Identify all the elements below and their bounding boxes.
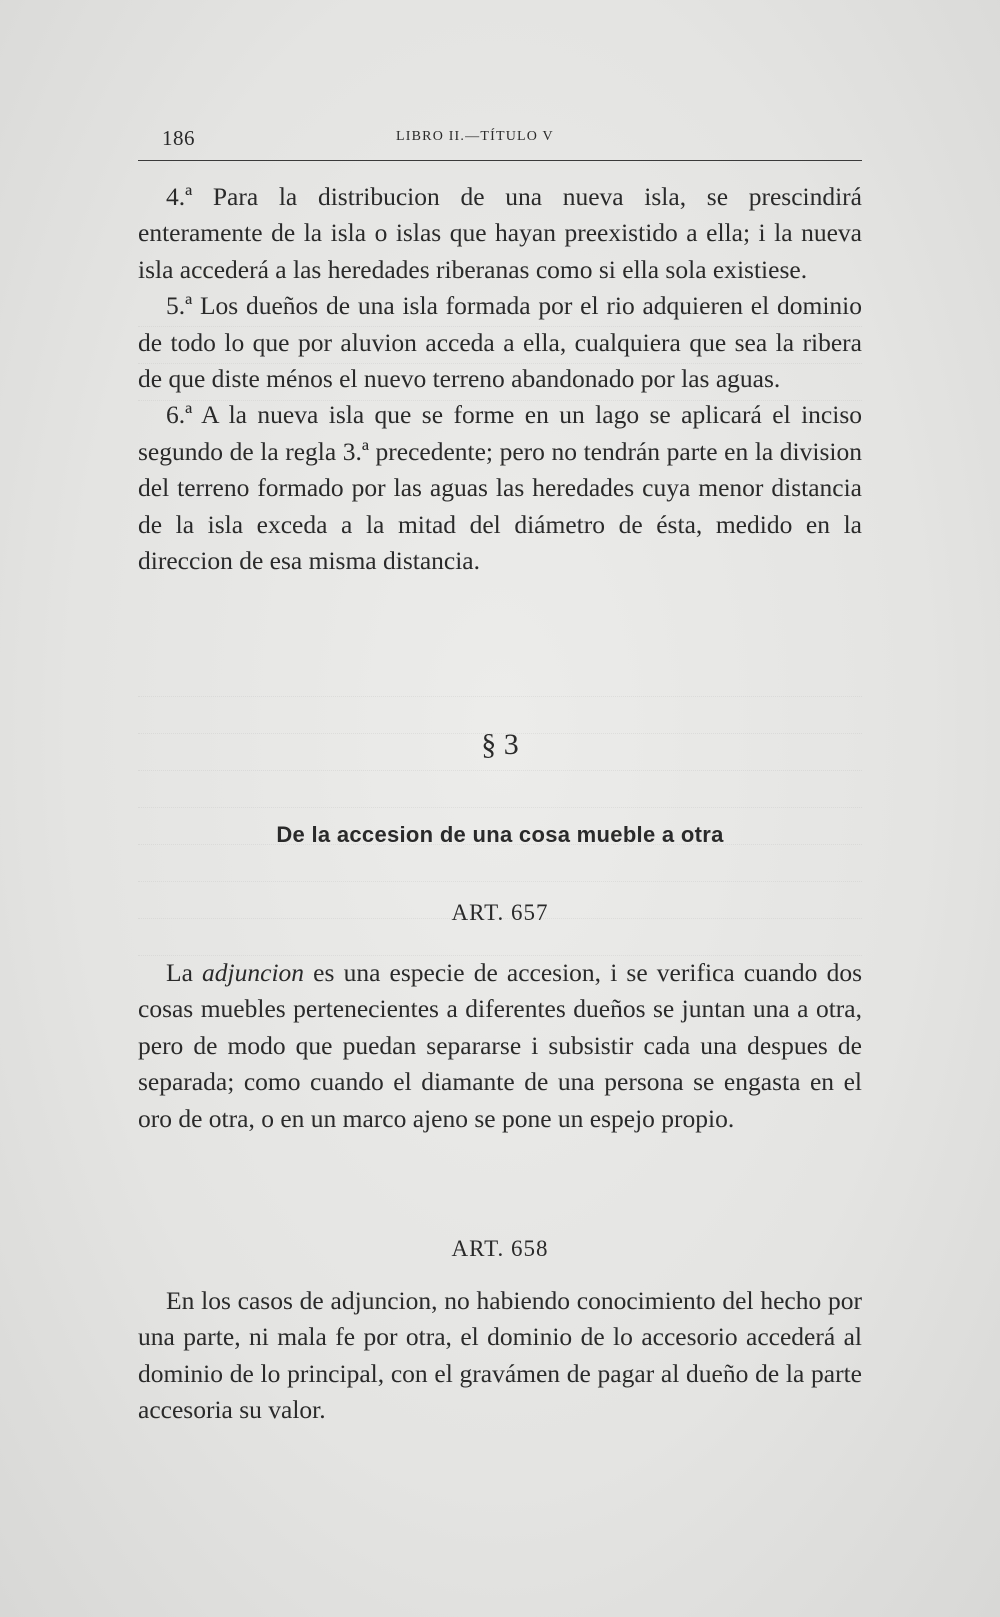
article-657-prefix: La [166,958,203,987]
section-mark: § 3 [481,728,519,761]
article-658-title: ART. 658 [451,1236,549,1261]
rule-paragraph-5: 5.ª Los dueños de una isla formada por el rio adquieren el dominio de todo lo que por aluvion acceda a ella, cualquiera que sea la ribera de que diste ménos el nuevo terreno abandonado por las aguas. [138,291,862,394]
article-657-italic-term: adjuncion [202,958,305,987]
bleed-line [138,771,862,808]
running-head: LIBRO II.—TÍTULO V [396,129,554,144]
section-heading: De la accesion de una cosa mueble a otra [276,822,724,847]
article-657-suffix: es una especie de accesion, i se verifica cuando dos cosas muebles pertenecientes a diferentes dueños se juntan una a otra, pero de modo que puedan separarse i subsistir cada una despues de separada; como cuando el diamante de una persona se engasta en el oro de otra, o en un marco ajeno se pone un espejo propio. [138,958,862,1133]
rule-paragraph-6: 6.ª A la nueva isla que se forme en un lago se aplicará el inciso segundo de la regla 3.ª precedente; pero no tendrán parte en la division del terreno formado por las aguas las heredades cuya menor distancia de la isla exceda a la mitad del diámetro de ésta, medido en la direccion de esa misma distancia. [138,400,862,576]
rules-text-block [138,179,862,579]
page-header [138,126,862,156]
article-658-paragraph: En los casos de adjuncion, no habiendo conocimiento del hecho por una parte, ni mala fe por otra, el dominio de lo accesorio accederá al dominio de lo principal, con el gravámen de pagar al dueño de la parte accesoria su valor. [138,1286,862,1425]
page-number: 186 [162,126,195,150]
article-657-paragraph [138,955,862,1137]
header-rule [138,160,862,161]
article-657-title: ART. 657 [451,900,549,925]
article-657-body [138,955,862,1137]
bleed-line [138,660,862,697]
article-658-body [138,1283,862,1429]
rule-paragraph-4: 4.ª Para la distribucion de una nueva isla, se prescindirá enteramente de la isla o islas que hayan preexistido a ella; i la nueva isla accederá a las heredades riberanas como si ella sola existiese. [138,182,862,284]
bleed-line [138,845,862,882]
